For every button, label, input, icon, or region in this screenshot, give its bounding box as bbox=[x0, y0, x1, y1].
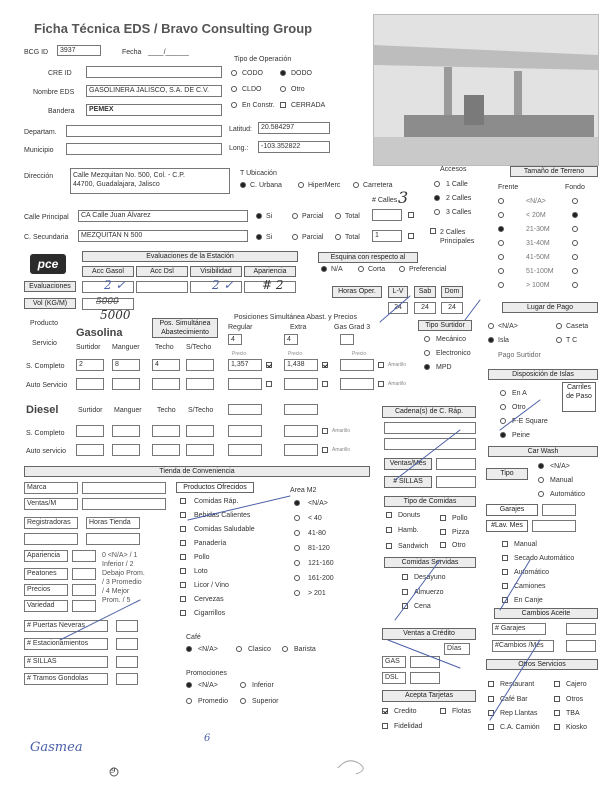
electronico-label: Electronico bbox=[436, 350, 471, 357]
lugar-pago-title: Lugar de Pago bbox=[502, 302, 598, 313]
evaluaciones-title: Evaluaciones de la Estación bbox=[82, 251, 298, 262]
fecha-label: Fecha bbox=[122, 49, 142, 56]
producto-label: Producto bbox=[30, 320, 59, 327]
cena-label: Cena bbox=[414, 603, 431, 610]
gas-auto-servicio-label: Auto Servicio bbox=[26, 382, 68, 389]
tramos-label: # Tramos Gondolas bbox=[24, 673, 108, 685]
carretera-label: Carretera bbox=[363, 182, 393, 189]
cp-parcial-label: Parcial bbox=[302, 213, 324, 220]
pago-surtidor-label: Pago Surtidor bbox=[498, 352, 541, 359]
promo-na-label: <N/A> bbox=[198, 682, 218, 689]
otro-op-label: Otro bbox=[291, 86, 305, 93]
en-constr-label: En Constr. bbox=[242, 102, 275, 109]
terreno-row-label: 41-50M bbox=[526, 254, 550, 261]
donuts-label: Donuts bbox=[398, 512, 421, 519]
cafe-clasico-label: Clasico bbox=[248, 646, 271, 653]
tipo-surtidor-title: Tipo Surtidor bbox=[418, 320, 472, 331]
cw-canje-label: En Canje bbox=[514, 597, 543, 604]
cs-total-label: Total bbox=[345, 234, 360, 241]
credito-label: Credito bbox=[394, 708, 417, 715]
gas-credito-label: GAS bbox=[382, 656, 406, 668]
precio-regular-label: Precio bbox=[232, 351, 247, 357]
horas-tienda-label: Horas Tienda bbox=[86, 517, 140, 529]
producto-label: Comidas Saludable bbox=[194, 526, 255, 533]
otros-label: Otros bbox=[566, 696, 584, 703]
cafe-label: Café bbox=[186, 634, 201, 641]
dodo-label: DODO bbox=[291, 70, 312, 77]
accesos-title: Accesos bbox=[440, 166, 467, 173]
cs-si-label: Si bbox=[266, 234, 273, 241]
cw-camiones-label: Camiones bbox=[514, 583, 546, 590]
codo-label: CODO bbox=[242, 70, 263, 77]
carwash-manual-label: Manual bbox=[550, 477, 573, 484]
acepta-tarjetas-title: Acepta Tarjetas bbox=[382, 690, 476, 702]
regular-header: Regular bbox=[228, 324, 253, 331]
gas-techo-header: Techo bbox=[155, 344, 174, 351]
longitud-label: Long.: bbox=[229, 145, 249, 152]
cambios-aceite-title: Cambios Aceite bbox=[494, 608, 598, 619]
peine-label: Peine bbox=[512, 432, 530, 439]
terreno-row-label: 31-40M bbox=[526, 240, 550, 247]
ventas-credito-title: Ventas a Crédito bbox=[382, 628, 476, 640]
promo-superior-label: Superior bbox=[252, 698, 279, 705]
apariencia-handwritten: # 2 bbox=[262, 278, 284, 292]
tipo-comidas-title: Tipo de Comidas bbox=[384, 496, 476, 507]
nombre-label: Nombre EDS bbox=[33, 89, 75, 96]
frente-label: Frente bbox=[498, 184, 519, 191]
area-label: < 40 bbox=[308, 515, 322, 522]
rating-scale-item: 0 <N/A> / 1 bbox=[102, 552, 138, 559]
horas-lv-field[interactable]: 24 bbox=[388, 302, 408, 314]
diesel-s-completo-label: S. Completo bbox=[26, 430, 65, 437]
producto-label: Pollo bbox=[194, 554, 210, 561]
servicio-label: Servicio bbox=[32, 340, 57, 347]
carwash-na-label: <N/A> bbox=[550, 463, 570, 470]
cafe-bar-label: Café Bar bbox=[500, 696, 528, 703]
vol-handwritten-2: 5000 bbox=[100, 308, 131, 322]
ventas-m-label: Ventas/M bbox=[24, 498, 78, 510]
mecanico-label: Mecánico bbox=[436, 336, 466, 343]
variedad-label: Variedad bbox=[24, 600, 68, 612]
bandera-label: Bandera bbox=[48, 108, 75, 115]
acc-gasol-header: Acc Gasol bbox=[82, 266, 134, 277]
tienda-title: Tienda de Conveniencia bbox=[24, 466, 370, 477]
productos-title: Productos Ofrecidos bbox=[176, 482, 254, 493]
area-label: <N/A> bbox=[308, 500, 328, 507]
mpd-label: MPD bbox=[436, 364, 452, 371]
gas-manguer-field[interactable]: 8 bbox=[112, 359, 140, 371]
cs-parcial-label: Parcial bbox=[302, 234, 324, 241]
horas-dom-field[interactable]: 24 bbox=[441, 302, 463, 314]
pollo-label: Pollo bbox=[452, 515, 468, 522]
n-calles-handwritten: 3 bbox=[398, 188, 409, 207]
vol-handwritten-1: 5000 bbox=[96, 297, 119, 307]
cw-manual-label: Manual bbox=[514, 541, 537, 548]
disp-otro-label: Otro bbox=[512, 404, 526, 411]
marca-label: Marca bbox=[24, 482, 78, 494]
amarillo-as-label: Amarillo bbox=[388, 381, 407, 387]
amarillo-gas-label: Amarillo bbox=[388, 362, 407, 368]
handwriting-mid: 6 bbox=[204, 733, 211, 744]
horas-oper-label: Horas Oper. bbox=[332, 286, 382, 298]
cp-total-label: Total bbox=[345, 213, 360, 220]
cre-id-label: CRE ID bbox=[48, 70, 72, 77]
producto-label: Cigarrillos bbox=[194, 610, 226, 617]
horas-lv-header: L-V bbox=[388, 286, 408, 298]
regular-pos-field[interactable]: 4 bbox=[228, 334, 242, 345]
cw-auto-label: Automático bbox=[514, 569, 550, 576]
terreno-row-label: > 100M bbox=[526, 282, 550, 289]
dias-label: Días bbox=[444, 643, 470, 655]
bcg-id-label: BCG ID bbox=[24, 49, 49, 56]
pago-caseta-label: Caseta bbox=[566, 323, 589, 330]
otros-servicios-title: Otros Servicios bbox=[486, 659, 598, 670]
handwriting-bottom-left: Gasmea bbox=[30, 740, 83, 755]
terreno-row-label: <N/A> bbox=[526, 198, 546, 205]
gas-stecho-header: S/Techo bbox=[186, 344, 212, 351]
pos-simult2-header: Posiciones Simultánea Abast. y Precios bbox=[234, 314, 357, 321]
terreno-title: Tamaño de Terreno bbox=[510, 166, 598, 177]
precios-label: Precios bbox=[24, 584, 68, 596]
visibilidad-header: Visibilidad bbox=[190, 266, 242, 277]
puertas-label: # Puertas Neveras bbox=[24, 620, 108, 632]
horas-sab-field[interactable]: 24 bbox=[414, 302, 436, 314]
estacionamientos-label: # Estacionamientos bbox=[24, 638, 108, 650]
flotas-label: Flotas bbox=[452, 708, 472, 715]
diesel-amarillo-label: Amarillo bbox=[332, 428, 351, 434]
area-label: 41-80 bbox=[308, 530, 326, 537]
gas-surtidor-field[interactable]: 2 bbox=[76, 359, 104, 371]
ventas-mes-label: Ventas/Mes bbox=[384, 458, 432, 470]
terreno-row-label: < 20M bbox=[526, 212, 546, 219]
precio-extra-label: Precio bbox=[288, 351, 303, 357]
vol-label: Vol (KG/M) bbox=[24, 298, 76, 309]
cw-secado-label: Secado Automático bbox=[514, 555, 575, 562]
diesel-stecho-header: S/Techo bbox=[188, 407, 214, 414]
diesel-techo-header: Techo bbox=[157, 407, 176, 414]
precio-regular-field[interactable]: 1,357 bbox=[228, 359, 262, 371]
precio-grad-label: Precio bbox=[352, 351, 367, 357]
area-label: > 201 bbox=[308, 590, 326, 597]
latitud-field[interactable]: 20.584297 bbox=[258, 122, 330, 134]
accesos-2-label: 2 Calles bbox=[446, 195, 472, 202]
n-calles-label: # Calles bbox=[372, 197, 398, 204]
rep-llantas-label: Rep Llantas bbox=[500, 710, 538, 717]
cadena-title: Cadena(s) de C. Ráp. bbox=[382, 406, 476, 418]
cambios-mes-label: #Cambios /Mes bbox=[492, 640, 554, 652]
pago-na-label: <N/A> bbox=[498, 323, 518, 330]
garajes-label: Garajes bbox=[486, 504, 538, 516]
extra-header: Extra bbox=[290, 324, 307, 331]
pago-isla-label: Isla bbox=[498, 337, 509, 344]
ubicacion-title: T Ubicación bbox=[240, 170, 277, 177]
cp-si-label: Si bbox=[266, 213, 273, 220]
promociones-label: Promociones bbox=[186, 670, 227, 677]
apariencia-tienda-label: Apariencia bbox=[24, 550, 68, 562]
latitud-label: Latitud: bbox=[229, 126, 252, 133]
calle-secundaria-field[interactable]: MEZQUITAN N 500 bbox=[78, 230, 248, 242]
acc-dsl-header: Acc Dsl bbox=[136, 266, 188, 277]
registradoras-label: Registradoras bbox=[24, 517, 78, 529]
pos-simult-header: Pos. Simultánea Abastecimiento bbox=[152, 318, 218, 338]
cldo-label: CLDO bbox=[242, 86, 262, 93]
almuerzo-label: Almuerzo bbox=[414, 589, 444, 596]
cerrada-label: CERRADA bbox=[291, 102, 326, 109]
sandwich-label: Sandwich bbox=[398, 543, 429, 550]
fidelidad-label: Fidelidad bbox=[394, 723, 423, 730]
en-a-label: En A bbox=[512, 390, 527, 397]
handwriting-circled-number: 9 bbox=[111, 767, 116, 775]
acc-gasol-handwritten: 2 ✓ bbox=[104, 278, 126, 292]
esquina-corta-label: Corta bbox=[368, 266, 386, 273]
producto-label: Loto bbox=[194, 568, 208, 575]
kiosko-label: Kiosko bbox=[566, 724, 588, 731]
gasolina-title: Gasolina bbox=[76, 327, 123, 339]
tienda-sillas-label: # SILLAS bbox=[24, 656, 108, 668]
promo-promedio-label: Promedio bbox=[198, 698, 228, 705]
gas-s-completo-label: S. Completo bbox=[26, 363, 65, 370]
dsl-credito-label: DSL bbox=[382, 672, 406, 684]
cafe-na-label: <N/A> bbox=[198, 646, 218, 653]
diesel-surtidor-header: Surtidor bbox=[78, 407, 103, 414]
tipo-operacion-title: Tipo de Operación bbox=[234, 56, 292, 63]
desayuno-label: Desayuno bbox=[414, 574, 446, 581]
carwash-auto-label: Automático bbox=[550, 491, 586, 498]
carriles-paso-header: Carriles de Paso bbox=[562, 382, 596, 412]
rating-scale-item: / 4 Mejor bbox=[102, 588, 130, 595]
aceite-garajes-label: # Garajes bbox=[492, 623, 546, 635]
extra-pos-field[interactable]: 4 bbox=[284, 334, 298, 345]
cafe-barista-label: Barista bbox=[294, 646, 316, 653]
gas-surtidor-header: Surtidor bbox=[76, 344, 101, 351]
municipio-label: Municipio bbox=[24, 147, 54, 154]
area-title: Area M2 bbox=[290, 487, 317, 494]
diesel-manguer-header: Manguer bbox=[114, 407, 142, 414]
peatones-label: Peatones bbox=[24, 568, 68, 580]
gas-techo-field[interactable]: 4 bbox=[152, 359, 180, 371]
gas-manguer-header: Manguer bbox=[112, 344, 140, 351]
diesel-as-amarillo-label: Amarillo bbox=[332, 447, 351, 453]
pce-logo-text: pce bbox=[37, 257, 59, 271]
carwash-tipo-label: Tipo bbox=[486, 468, 528, 480]
horas-dom-header: Dom bbox=[441, 286, 463, 298]
fondo-label: Fondo bbox=[565, 184, 585, 191]
ca-camion-label: C.A. Camión bbox=[500, 724, 540, 731]
form-title: Ficha Técnica EDS / Bravo Consulting Group bbox=[34, 21, 313, 36]
promo-inferior-label: Inferior bbox=[252, 682, 274, 689]
diesel-auto-servicio-label: Auto servicio bbox=[26, 448, 67, 455]
comidas-servidas-title: Comidas Servidas bbox=[384, 557, 476, 568]
c-urbana-label: C. Urbana bbox=[250, 182, 282, 189]
precio-extra-field[interactable]: 1,438 bbox=[284, 359, 318, 371]
visibilidad-handwritten: 2 ✓ bbox=[212, 278, 234, 292]
direccion-label: Dirección bbox=[24, 173, 54, 180]
gas-grad-header: Gas Grad 3 bbox=[334, 324, 371, 331]
rating-scale-item: Debajo Prom. bbox=[102, 570, 145, 577]
tba-label: TBA bbox=[566, 710, 580, 717]
otro-comida-label: Otro bbox=[452, 542, 466, 549]
cadena-sillas-label: # SILLAS bbox=[384, 476, 432, 488]
pizza-label: Pizza bbox=[452, 529, 470, 536]
area-label: 81-120 bbox=[308, 545, 330, 552]
producto-label: Licor / Vino bbox=[194, 582, 229, 589]
evaluaciones-row-label: Evaluaciones bbox=[24, 281, 76, 292]
esquina-preferencial-label: Preferencial bbox=[409, 266, 447, 273]
calle-principal-label: Calle Principal bbox=[24, 214, 69, 221]
terreno-row-label: 51-100M bbox=[526, 268, 554, 275]
carwash-title: Car Wash bbox=[488, 446, 598, 457]
departamento-label: Departam. bbox=[24, 129, 57, 136]
calle-principal-field[interactable]: CA Calle Juan Álvarez bbox=[78, 210, 248, 222]
hamb-label: Hamb. bbox=[398, 527, 419, 534]
direccion-line1: Calle Mezquitan No. 500, Col. - C.P. bbox=[73, 172, 185, 179]
terreno-row-label: 21-30M bbox=[526, 226, 550, 233]
hipermerc-label: HiperMerc bbox=[308, 182, 341, 189]
restaurant-label: Restaurant bbox=[500, 681, 535, 688]
area-label: 161-200 bbox=[308, 575, 334, 582]
horas-sab-header: Sab bbox=[414, 286, 436, 298]
cajero-label: Cajero bbox=[566, 681, 587, 688]
apariencia-header: Apariencia bbox=[244, 266, 296, 277]
bcg-id-field[interactable]: 3937 bbox=[57, 45, 101, 56]
rating-scale-item: Prom. / 5 bbox=[102, 597, 131, 604]
longitud-field[interactable]: -103.352822 bbox=[258, 141, 330, 153]
accesos-1-label: 1 Calle bbox=[446, 181, 468, 188]
area-label: 121-160 bbox=[308, 560, 334, 567]
diesel-title: Diesel bbox=[26, 404, 59, 416]
accesos-principales-label: 2 Calles Principales bbox=[440, 229, 475, 245]
direccion-line2: 44700, Guadalajara, Jalisco bbox=[73, 181, 160, 188]
accesos-3-label: 3 Calles bbox=[446, 209, 472, 216]
disposicion-title: Disposición de Islas bbox=[488, 369, 598, 380]
producto-label: Bebidas Calientes bbox=[194, 512, 251, 519]
pago-tc-label: T C bbox=[566, 337, 578, 344]
calle-secundaria-label: C. Secundaria bbox=[24, 234, 69, 241]
fe-square-label: F-E Square bbox=[512, 418, 548, 425]
bandera-field[interactable]: PEMEX bbox=[86, 104, 222, 116]
producto-label: Panadería bbox=[194, 540, 227, 547]
cs-lanes-field[interactable]: 1 bbox=[372, 230, 402, 242]
rating-scale-item: Inferior / 2 bbox=[102, 561, 134, 568]
lav-mes-label: #Lav. Mes bbox=[486, 520, 528, 532]
fecha-value[interactable]: ____/______ bbox=[148, 49, 189, 56]
rating-scale-item: / 3 Promedio bbox=[102, 579, 142, 586]
producto-label: Comidas Ráp. bbox=[194, 498, 239, 505]
esquina-title: Esquina con respecto al bbox=[318, 252, 418, 263]
esquina-na-label: N/A bbox=[331, 266, 343, 273]
producto-label: Cervezas bbox=[194, 596, 224, 603]
nombre-field[interactable]: GASOLINERA JALISCO, S.A. DE C.V. bbox=[86, 85, 222, 97]
